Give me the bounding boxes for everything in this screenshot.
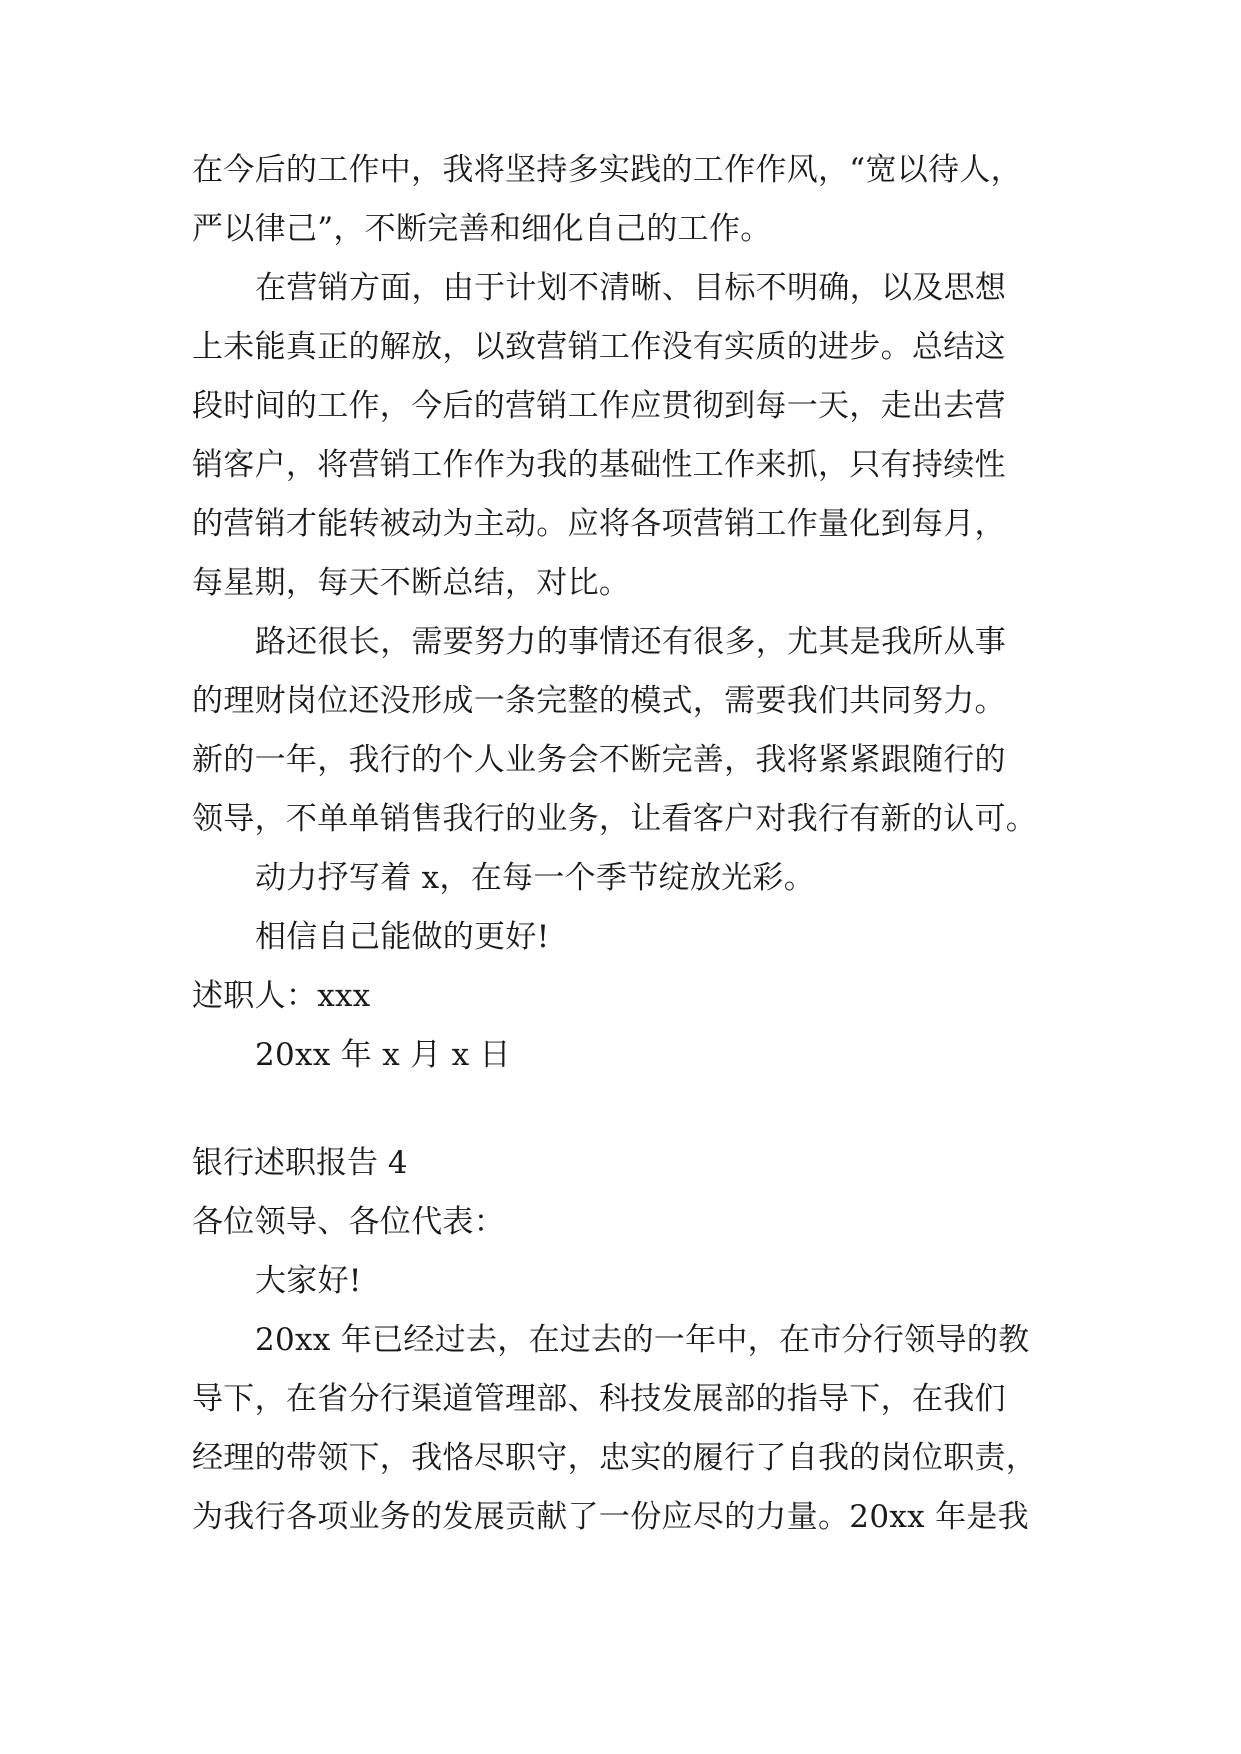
paragraph-line: 的理财岗位还没形成一条完整的模式，需要我们共同努力。 bbox=[192, 683, 1006, 719]
paragraph-line: 为我行各项业务的发展贡献了一份应尽的力量。20xx 年是我 bbox=[192, 1499, 1029, 1535]
paragraph-line: 相信自己能做的更好! bbox=[255, 919, 550, 955]
date-line: 20xx 年 x 月 x 日 bbox=[255, 1037, 511, 1073]
paragraph-line: 经理的带领下，我恪尽职守，忠实的履行了自我的岗位职责， bbox=[192, 1440, 1038, 1476]
section-heading: 银行述职报告 4 bbox=[192, 1145, 408, 1181]
paragraph-line: 段时间的工作，今后的营销工作应贯彻到每一天，走出去营 bbox=[192, 388, 1006, 424]
paragraph-line: 路还很长，需要努力的事情还有很多，尤其是我所从事 bbox=[255, 624, 1007, 660]
paragraph-line: 20xx 年已经过去，在过去的一年中，在市分行领导的教 bbox=[255, 1322, 1030, 1358]
paragraph-line: 动力抒写着 x，在每一个季节绽放光彩。 bbox=[255, 860, 816, 896]
paragraph-line: 销客户，将营销工作作为我的基础性工作来抓，只有持续性 bbox=[192, 447, 1006, 483]
paragraph-line: 严以律己”，不断完善和细化自己的工作。 bbox=[192, 211, 772, 247]
paragraph-line: 在营销方面，由于计划不清晰、目标不明确，以及思想 bbox=[255, 270, 1007, 306]
paragraph-line: 的营销才能转被动为主动。应将各项营销工作量化到每月， bbox=[192, 506, 1006, 542]
signature-line: 述职人：xxx bbox=[192, 978, 371, 1014]
paragraph-line: 导下，在省分行渠道管理部、科技发展部的指导下，在我们 bbox=[192, 1381, 1006, 1417]
paragraph-line: 领导，不单单销售我行的业务，让看客户对我行有新的认可。 bbox=[192, 801, 1038, 837]
paragraph-line: 在今后的工作中，我将坚持多实践的工作作风，“宽以待人， bbox=[192, 152, 1022, 188]
paragraph-line: 上未能真正的解放，以致营销工作没有实质的进步。总结这 bbox=[192, 329, 1006, 365]
paragraph-line: 每星期，每天不断总结，对比。 bbox=[192, 565, 631, 601]
greeting-line: 大家好! bbox=[255, 1263, 362, 1299]
paragraph-line: 新的一年，我行的个人业务会不断完善，我将紧紧跟随行的 bbox=[192, 742, 1006, 778]
salutation-line: 各位领导、各位代表： bbox=[192, 1204, 505, 1240]
